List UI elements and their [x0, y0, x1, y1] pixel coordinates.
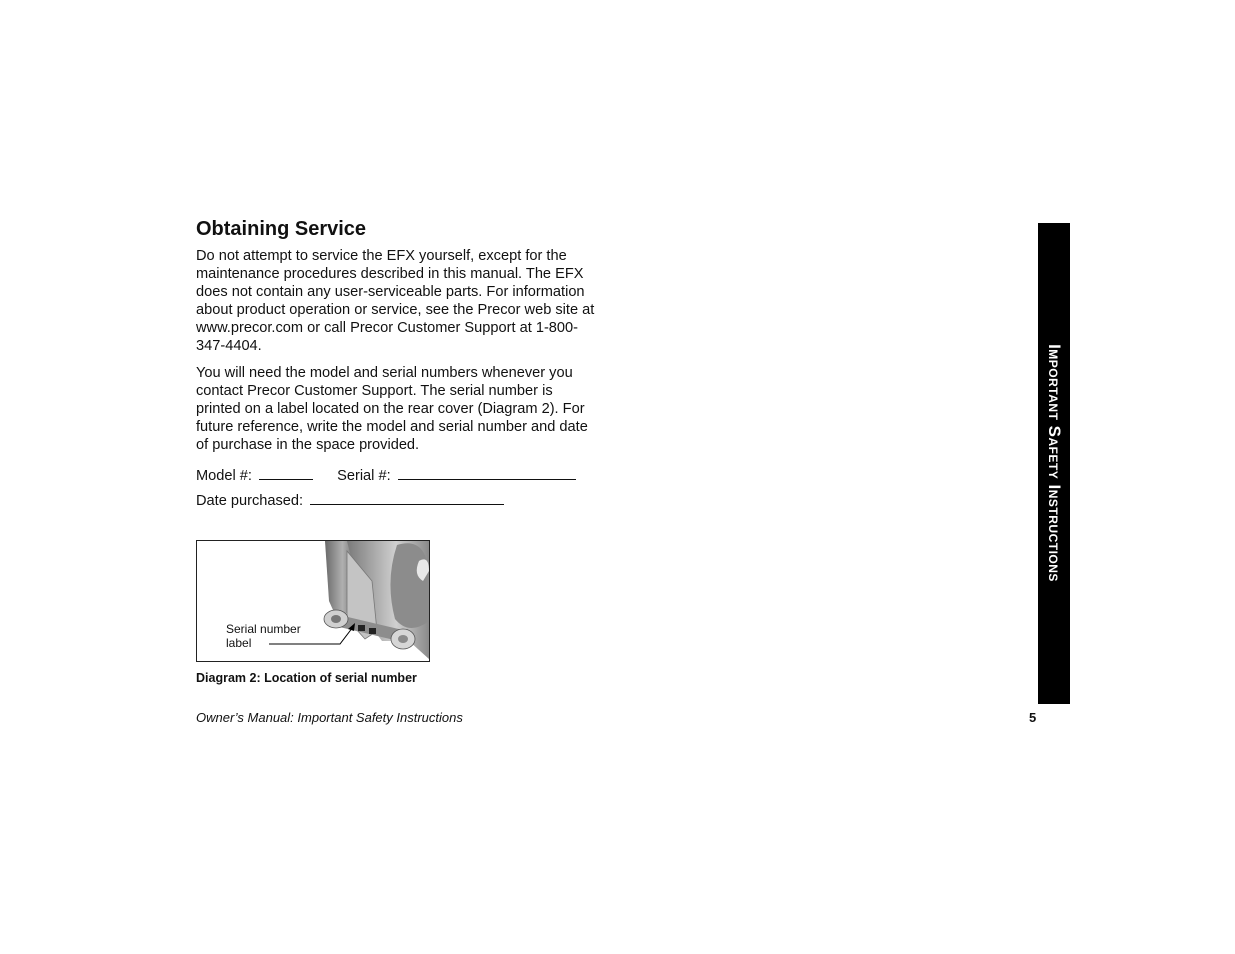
- footer-title: Owner’s Manual: Important Safety Instructions: [196, 710, 463, 725]
- model-label: Model #:: [196, 468, 252, 484]
- serial-blank: [398, 465, 576, 480]
- diagram-caption: Diagram 2: Location of serial number: [196, 671, 417, 685]
- section-side-tab: [1038, 223, 1070, 704]
- date-label: Date purchased:: [196, 493, 304, 509]
- date-line: [196, 490, 504, 510]
- page-number: 5: [1029, 710, 1037, 725]
- serial-info-paragraph: You will need the model and serial numbers whenever you contact Precor Customer Support. The serial number is printed on a label located on the rear cover (Diagram 2). For future reference, write the model and serial number and date of purchase in the space provided.: [196, 365, 588, 453]
- model-serial-line: [196, 465, 576, 485]
- serial-location-diagram: [196, 540, 430, 662]
- service-paragraph: Do not attempt to service the EFX yourself, except for the maintenance procedures described in this manual. The EFX does not contain any user-serviceable parts. For information about product operation or service, see the Precor web site at www.precor.com or call Precor Customer Support at 1-800-347-4404.: [196, 248, 595, 354]
- side-tab-label: Important Safety Instructions: [1045, 344, 1064, 582]
- date-blank: [310, 490, 504, 505]
- serial-label: Serial #:: [337, 468, 391, 484]
- serial-number-callout: Serial number label: [226, 622, 301, 650]
- model-blank: [259, 465, 313, 480]
- section-title: Obtaining Service: [196, 218, 367, 240]
